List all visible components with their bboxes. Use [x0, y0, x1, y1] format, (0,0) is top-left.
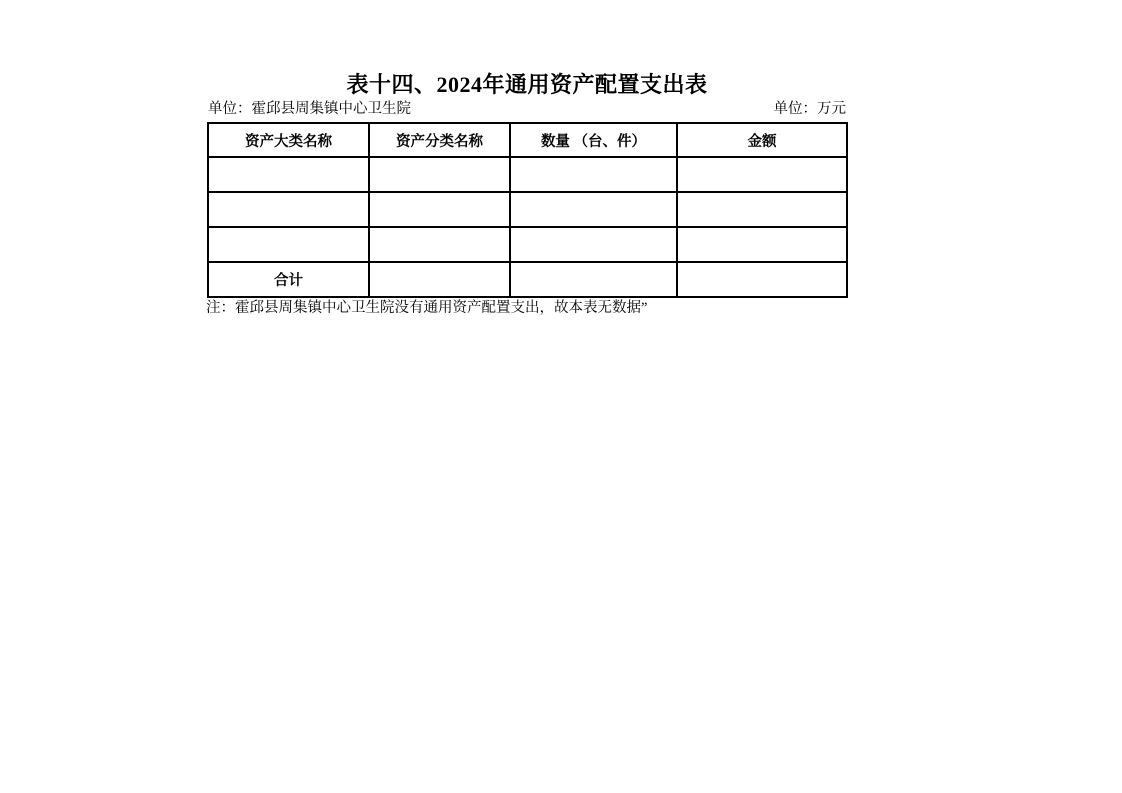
column-header-amount: 金额 — [677, 123, 847, 157]
unit-name-label: 单位：霍邱县周集镇中心卫生院 — [208, 101, 411, 117]
table-cell — [510, 157, 677, 192]
units-row — [208, 101, 846, 118]
table-cell — [677, 157, 847, 192]
asset-allocation-table — [207, 122, 848, 298]
table-note: 注：霍邱县周集镇中心卫生院没有通用资产配置支出，故本表无数据” — [206, 300, 648, 316]
total-label-cell: 合计 — [208, 262, 369, 297]
table-header-row — [208, 123, 847, 157]
table-cell — [677, 227, 847, 262]
page-title: 表十四、2024年通用资产配置支出表 — [346, 72, 708, 97]
table-row — [208, 192, 847, 227]
table-cell — [369, 157, 510, 192]
column-header-quantity: 数量 （台、件） — [510, 123, 677, 157]
table-cell — [369, 262, 510, 297]
table-cell — [208, 157, 369, 192]
table-cell — [677, 262, 847, 297]
column-header-asset-classification: 资产分类名称 — [369, 123, 510, 157]
table-cell — [208, 192, 369, 227]
table-cell — [510, 227, 677, 262]
table-cell — [208, 227, 369, 262]
table-cell — [510, 192, 677, 227]
table-cell — [677, 192, 847, 227]
column-header-asset-major-category: 资产大类名称 — [208, 123, 369, 157]
table-total-row — [208, 262, 847, 297]
table-row — [208, 227, 847, 262]
table-cell — [369, 192, 510, 227]
table-row — [208, 157, 847, 192]
table-cell — [369, 227, 510, 262]
unit-currency-label: 单位：万元 — [773, 101, 846, 117]
table-cell — [510, 262, 677, 297]
